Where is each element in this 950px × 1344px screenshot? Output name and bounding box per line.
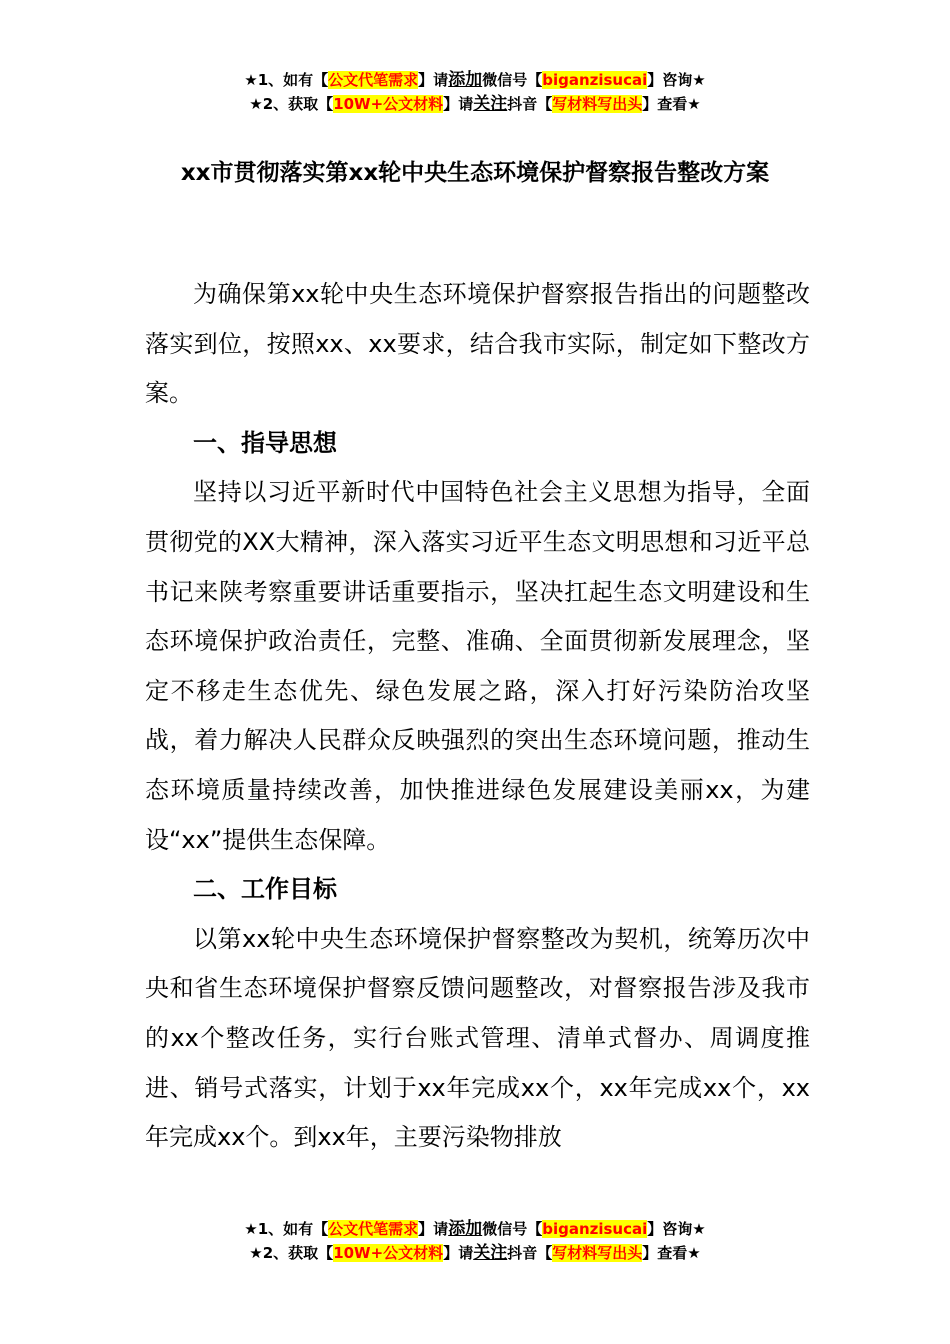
highlight-wechat-id: biganzisucai bbox=[542, 71, 648, 89]
highlight-douyin: 写材料写出头 bbox=[552, 95, 643, 113]
banner-line-2: ★2、获取【10W+公文材料】请关注抖音【写材料写出头】查看★ bbox=[249, 94, 701, 114]
highlight-service: 公文代笔需求 bbox=[328, 71, 419, 89]
document-title: xx市贯彻落实第xx轮中央生态环境保护督察报告整改方案 bbox=[180, 160, 770, 186]
section-paragraph-work-goals: 以第xx轮中央生态环境保护督察整改为契机，统筹历次中央和省生态环境保护督察反馈问题整改，对督察报告涉及我市的xx个整改任务，实行台账式管理、清单式督办、周调度推进、销号式落实，计划于xx年完成xx个，xx年完成xx个，xx年完成xx个。到xx年，主要污染物排放 bbox=[145, 924, 810, 1152]
intro-paragraph: 为确保第xx轮中央生态环境保护督察报告指出的问题整改落实到位，按照xx、xx要求，结合我市实际，制定如下整改方案。 bbox=[145, 280, 810, 408]
document-body bbox=[145, 270, 810, 1163]
section-heading-work-goals: 二、工作目标 bbox=[193, 875, 337, 904]
footer-line-1: ★1、如有【公文代笔需求】请添加微信号【biganzisucai】咨询★ bbox=[244, 1219, 706, 1239]
footer-line-2: ★2、获取【10W+公文材料】请关注抖音【写材料写出头】查看★ bbox=[249, 1243, 701, 1263]
footer-banner bbox=[0, 1217, 950, 1265]
header-banner bbox=[0, 68, 950, 116]
section-heading-guiding-ideology: 一、指导思想 bbox=[193, 428, 337, 457]
highlight-materials: 10W+公文材料 bbox=[333, 95, 444, 113]
banner-line-1: ★1、如有【公文代笔需求】请添加微信号【biganzisucai】咨询★ bbox=[244, 70, 706, 90]
section-paragraph-guiding-ideology: 坚持以习近平新时代中国特色社会主义思想为指导，全面贯彻党的XX大精神，深入落实习近平生态文明思想和习近平总书记来陕考察重要讲话重要指示，坚决扛起生态文明建设和生态环境保护政治责任，完整、准确、全面贯彻新发展理念，坚定不移走生态优先、绿色发展之路，深入打好污染防治攻坚战，着力解决人民群众反映强烈的突出生态环境问题，推动生态环境质量持续改善，加快推进绿色发展建设美丽xx，为建设“xx”提供生态保障。 bbox=[145, 478, 810, 854]
